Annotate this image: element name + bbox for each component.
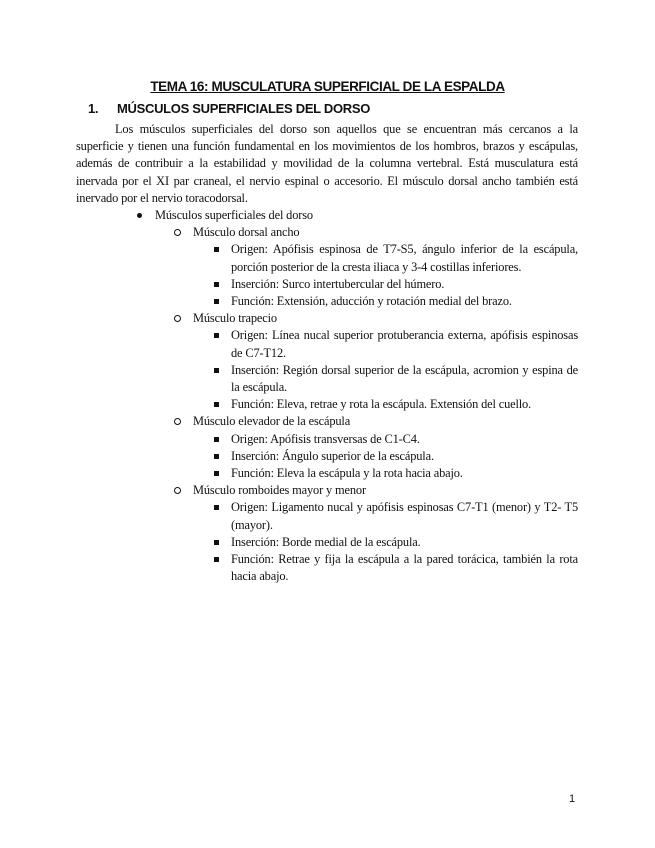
bullet-dot-icon: [137, 213, 142, 218]
muscle-item: [193, 413, 575, 482]
section-number: 1.: [88, 101, 99, 116]
detail-item: [231, 499, 578, 533]
detail-text: Origen: Línea nucal superior protuberancia externa, apófisis espinosas de C7-T12.: [231, 328, 578, 360]
detail-text: Inserción: Borde medial de la escápula.: [231, 534, 421, 549]
detail-text: Inserción: Región dorsal superior de la escápula, acromion y espina de la escápula.: [231, 362, 578, 395]
bullet-circle-icon: [174, 315, 181, 322]
detail-item: [231, 465, 578, 482]
detail-item: [231, 276, 578, 293]
muscle-name: Músculo elevador de la escápula: [193, 414, 351, 429]
detail-item: [231, 362, 578, 396]
detail-item: [231, 551, 578, 585]
detail-text: Origen: Ligamento nucal y apófisis espinosas C7-T1 (menor) y T2- T5 (mayor).: [231, 500, 578, 532]
bullet-square-icon: [214, 368, 219, 373]
list-item: [155, 207, 578, 585]
bullet-square-icon: [214, 333, 219, 338]
muscle-item: [193, 224, 578, 310]
bullet-circle-icon: [174, 229, 181, 236]
detail-item: [231, 241, 578, 275]
detail-text: Función: Eleva, retrae y rota la escápula. Extensión del cuello.: [231, 397, 532, 412]
detail-item: [231, 293, 578, 310]
bullet-square-icon: [214, 247, 219, 252]
detail-item: [231, 431, 578, 448]
muscle-name: Músculo dorsal ancho: [193, 225, 300, 240]
bullet-square-icon: [214, 540, 219, 545]
bullet-square-icon: [214, 282, 219, 287]
section-title: MÚSCULOS SUPERFICIALES DEL DORSO: [117, 101, 371, 116]
bullet-square-icon: [214, 505, 219, 510]
detail-text: Origen: Apófisis transversas de C1-C4.: [231, 431, 420, 446]
detail-item: [231, 396, 578, 413]
muscle-name: Músculo trapecio: [193, 311, 277, 326]
muscle-details: [193, 327, 578, 413]
document-title: TEMA 16: MUSCULATURA SUPERFICIAL DE LA ESPALDA: [150, 79, 505, 94]
bullet-square-icon: [214, 557, 219, 562]
bullet-square-icon: [214, 471, 219, 476]
muscle-details: [193, 499, 578, 585]
muscle-details: [193, 241, 578, 310]
muscle-name: Músculo romboides mayor y menor: [193, 483, 366, 498]
detail-item: [231, 327, 578, 361]
bullet-square-icon: [214, 299, 219, 304]
detail-text: Inserción: Ángulo superior de la escápula.: [231, 448, 434, 463]
detail-item: [231, 534, 578, 551]
muscle-sublist: [155, 224, 578, 585]
intro-paragraph: Los músculos superficiales del dorso son aquellos que se encuentran más cercanos a la superficie y tienen una función fundamental en los movimientos de los hombros, brazos y escápulas, además de contribuir a la estabilidad y movilidad de la columna vertebral. Está musculatura está inervada por el XI par craneal, el nervio espinal o accesorio. El músculo dorsal ancho también está inervado por el nervio toracodorsal.: [76, 122, 578, 205]
detail-text: Origen: Apófisis espinosa de T7-S5, ángulo inferior de la escápula, porción posterior de la cresta iliaca y 3-4 costillas inferiores.: [231, 242, 578, 274]
bullet-circle-icon: [174, 418, 181, 425]
muscle-list: [155, 207, 578, 585]
bullet-square-icon: [214, 402, 219, 407]
detail-text: Función: Eleva la escápula y la rota hacia abajo.: [231, 466, 463, 481]
muscle-item: [193, 310, 578, 413]
bullet-circle-icon: [174, 487, 181, 494]
detail-text: Función: Extensión, aducción y rotación medial del brazo.: [231, 294, 512, 309]
muscle-item: [193, 482, 578, 585]
detail-item: [231, 448, 578, 465]
muscle-details: [193, 431, 575, 483]
detail-text: Función: Retrae y fija la escápula a la pared torácica, también la rota hacia abajo.: [231, 552, 578, 584]
bullet-square-icon: [214, 454, 219, 459]
detail-text: Inserción: Surco intertubercular del húmero.: [231, 276, 445, 291]
section-heading: [88, 101, 370, 116]
page-number: 1: [569, 793, 576, 805]
list-label: Músculos superficiales del dorso: [155, 208, 313, 222]
bullet-square-icon: [214, 437, 219, 442]
